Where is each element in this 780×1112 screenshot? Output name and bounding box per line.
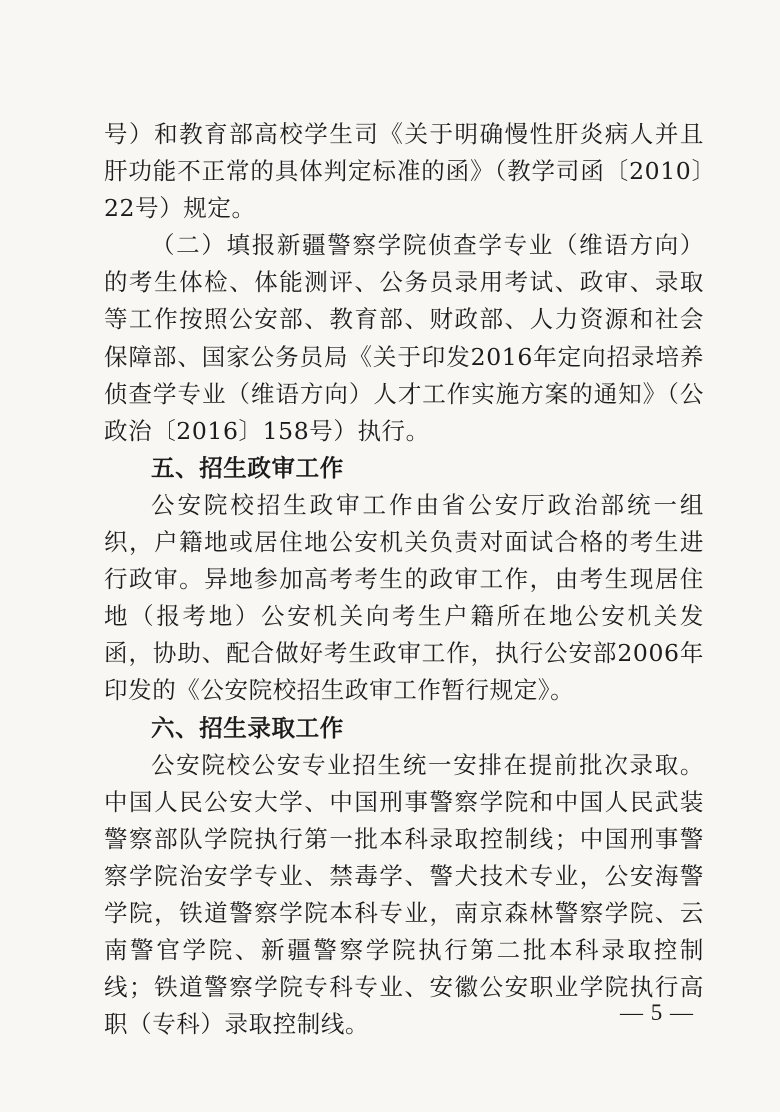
paragraph-xinjiang-police-college: （二）填报新疆警察学院侦查学专业（维语方向）的考生体检、体能测评、公务员录用考试、政审、录取等工作按照公安部、教育部、财政部、人力资源和社会保障部、国家公务员局《关于印发2016年定向招录培养侦查学专业（维语方向）人才工作实施方案的通知》（公政治〔2016〕158号）执行。 [104,231,704,445]
paragraph-admission: 公安院校公安专业招生统一安排在提前批次录取。中国人民公安大学、中国刑事警察学院和中国人民武装警察部队学院执行第一批本科录取控制线；中国刑事警察学院治安学专业、禁毒学、警犬技术专业，公安海警学院，铁道警察学院本科专业，南京森林警察学院、云南警官学院、新疆警察学院执行第二批本科录取控制线；铁道警察学院专科专业、安徽公安职业学院执行高职（专科）录取控制线。 [104,750,704,1039]
paragraph-political-review: 公安院校招生政审工作由省公安厅政治部统一组织，户籍地或居住地公安机关负责对面试合格的考生进行政审。异地参加高考考生的政审工作，由考生现居住地（报考地）公安机关向考生户籍所在地公安机关发函，协助、配合做好考生政审工作，执行公安部2006年印发的《公安院校招生政审工作暂行规定》。 [104,490,704,705]
section-heading-political-review: 五、招生政审工作 [151,453,344,482]
page-number: — 5 — [620,1000,694,1025]
paragraph-continuation: 号）和教育部高校学生司《关于明确慢性肝炎病人并且肝功能不正常的具体判定标准的函》（教学司函〔2010〕22号）规定。 [104,120,704,223]
document-body [104,116,704,1043]
section-heading-admission: 六、招生录取工作 [151,713,344,742]
